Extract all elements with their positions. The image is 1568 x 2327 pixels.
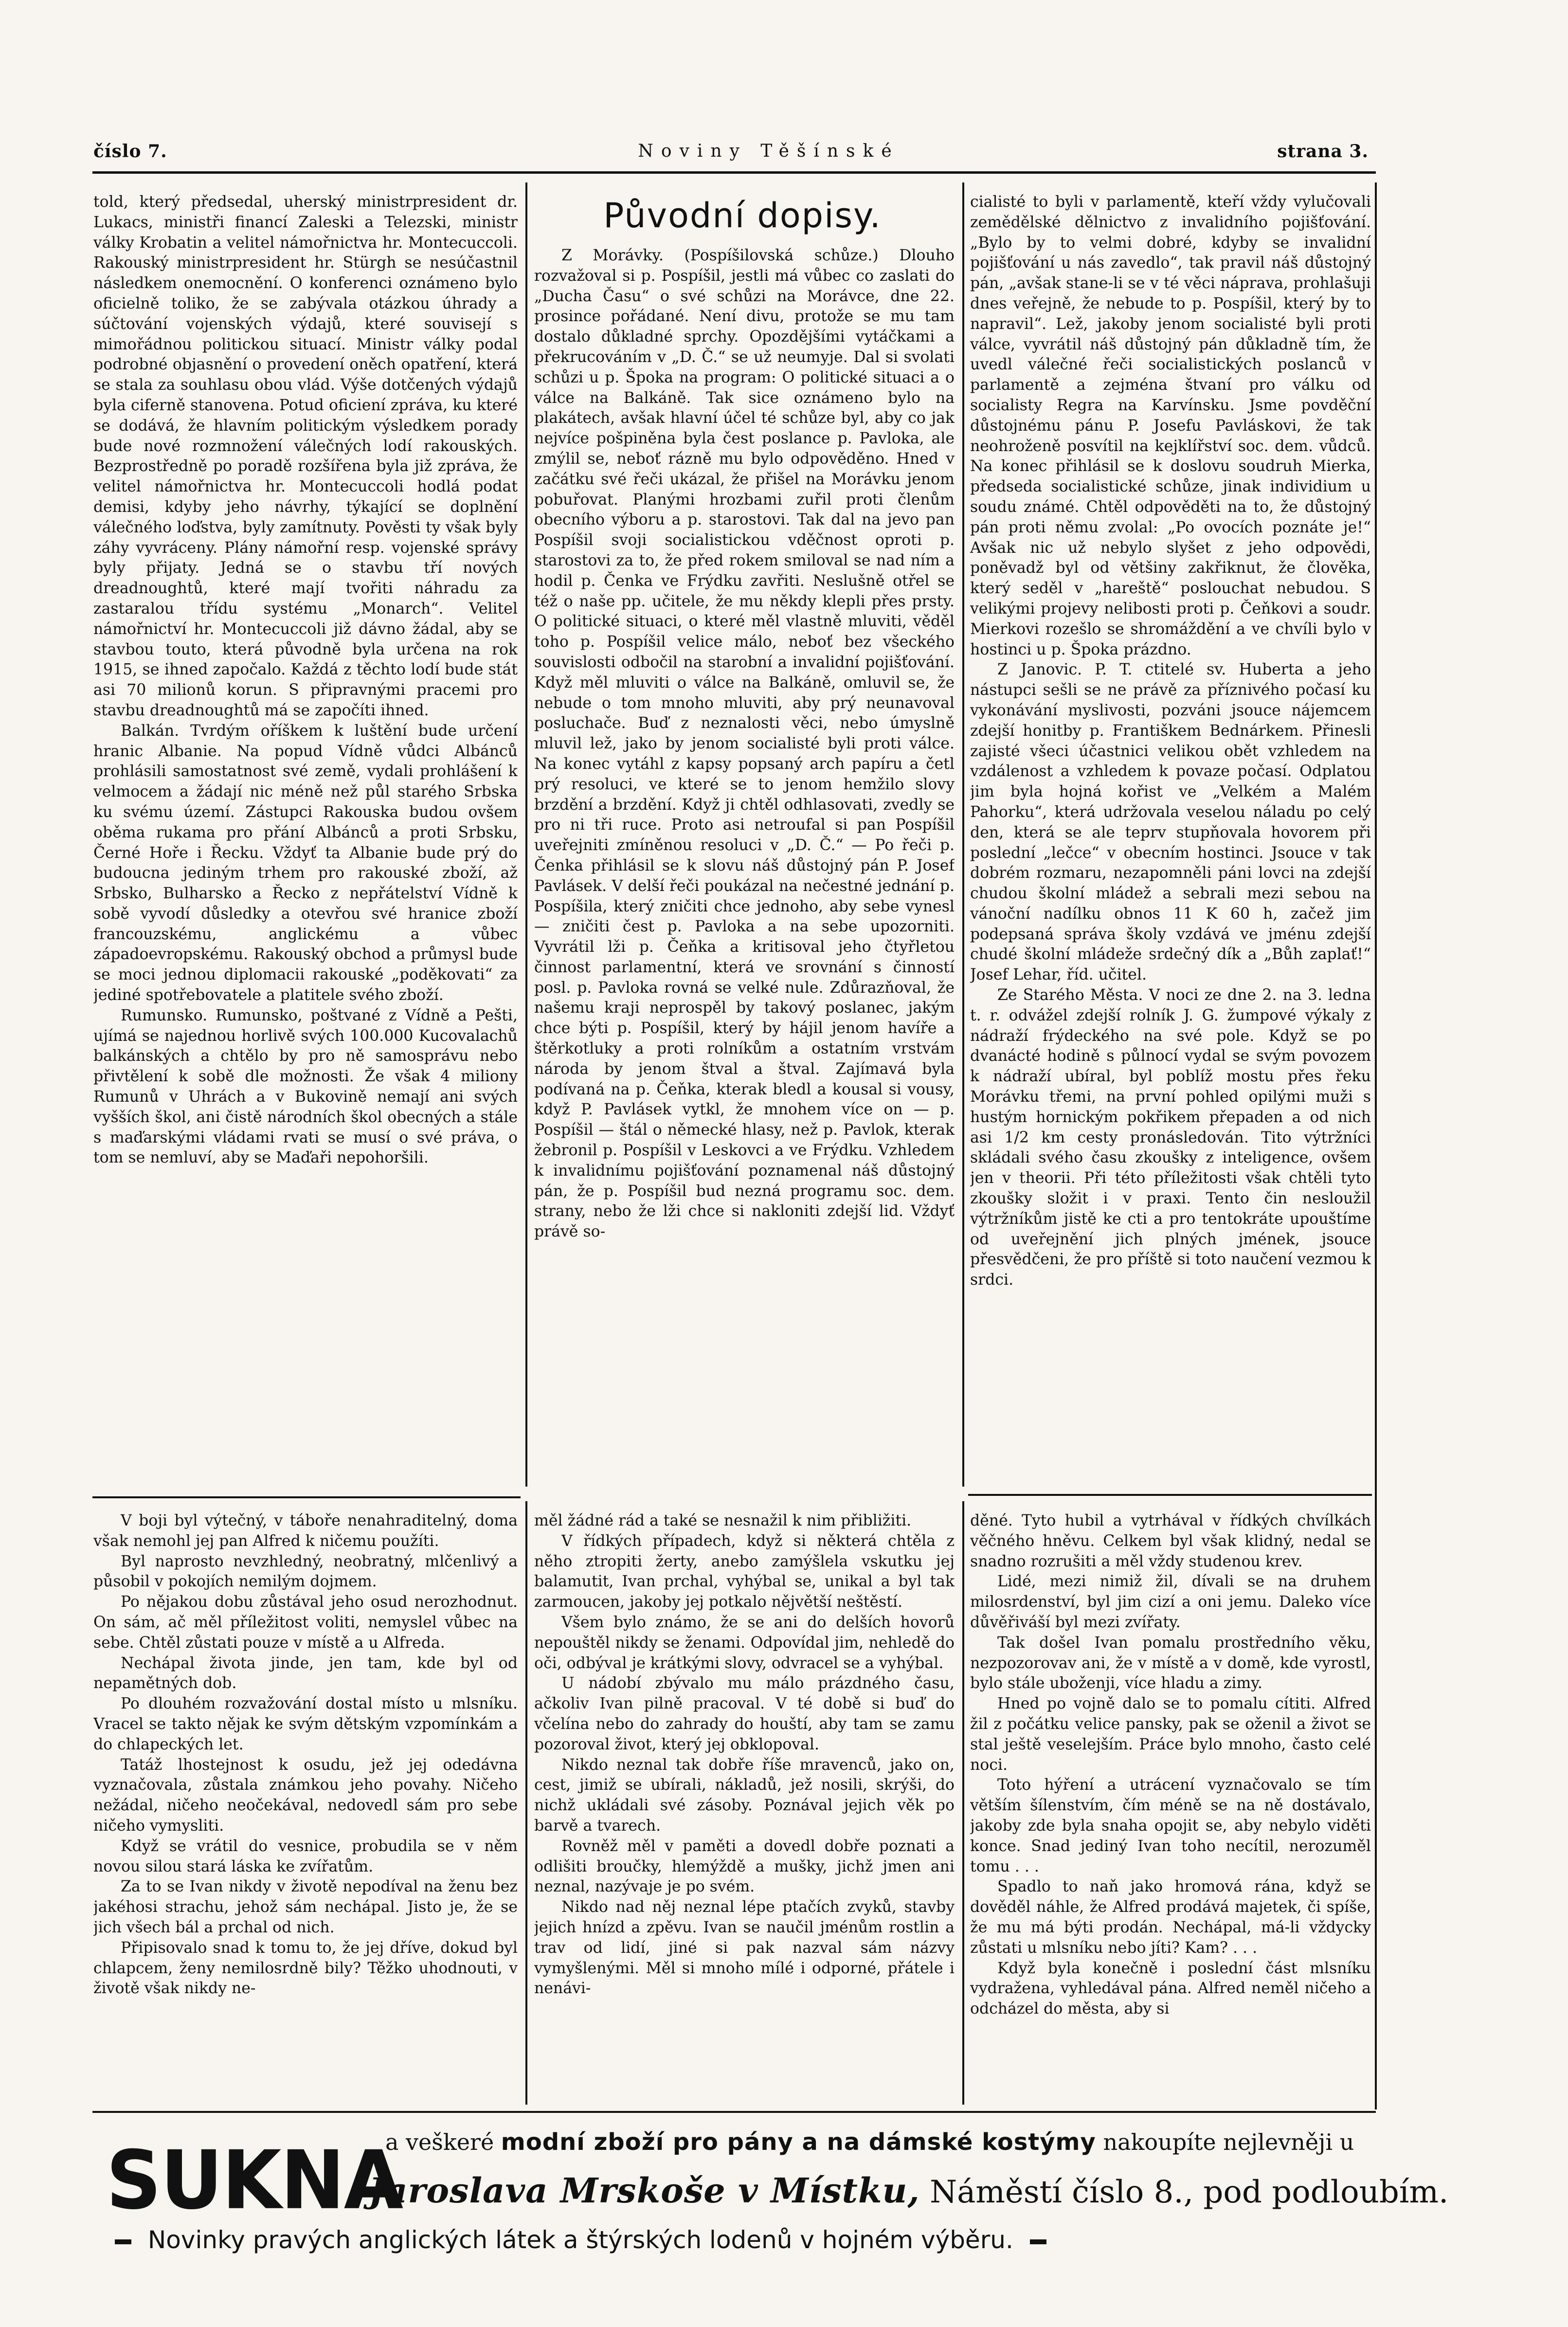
story-column-1 xyxy=(93,1511,518,2102)
ad-line-2 xyxy=(369,2170,1448,2211)
story-paragraph: Za to se Ivan nikdy v životě nepodíval na ženu bez jakéhosi strachu, jehož sám nechápal. Jisto je, že se jich všech bál a prchal od nich. xyxy=(93,1878,518,1936)
letter-stare-mesto: Ze Starého Města. V noci ze dne 2. na 3. ledna t. r. odvážel zdejší rolník J. G. žumpové výkaly z nádraží frýdeckého na své pole. Když se po dvanácté hodině s půlnocí vydal se svým povozem k nádraží ubíral, byl poblíž mostu přes řeku Morávku třemi, na první pohled opilými muži s hustým hornickým pokřikem přepaden a od nich asi 1/2 km cesty pronásledován. Tito výtržníci skládali svého času zkoušky z inteligence, ovšem jen v theorii. Při této příležitosti však chtěli tyto zkoušky složit i v praxi. Tento čin nesloužil výtržníkům jistě ke cti a pro tentokráte upouštíme od uveřejnění jich plných jmének, jsouce přesvědčeni, že pro příště si toto naučení vezmou k srdci. xyxy=(970,986,1371,1289)
ad-line-1 xyxy=(385,2128,1354,2156)
letter-continuation: cialisté to byli v parlamentě, kteří vždy vylučovali zemědělské dělnictvo z invalidního pojišťování. „Bylo by to velmi dobré, kdyby se invalidní pojišťování u nás zavedlo“, tak pravil náš důstojný pán, „avšak stane-li se v té věci náprava, prohlašuji dnes veřejně, že nebude to p. Pospíšil, který by to napravil“. Lež, jakoby jenom socialisté byli proti válce, vyvrátil náš důstojný pán důkladně tím, že uvedl válečné řeči socialistických poslanců v parlamentě a zejména štvaní pro válku od socialisty Regra na Karvínsku. Jsme povděční důstojnému pánu P. Josefu Pavláskovi, že tak neohroženě posvítil na kejklířství soc. dem. vůdců. Na konec přihlásil se k doslovu soudruh Mierka, předseda socialistické schůze, jinak individium u soudu známé. Chtěl odpověděti na to, že důstojný pán proti němu zvolal: „Po ovocích poznáte je!“ Avšak nic už nebylo slyšet z jeho odpovědi, poněvadž byl od většiny zakřiknut, že člověka, který seděl v „hareště“ poslouchat nebudou. S velikými projevy nelibosti proti p. Čeňkovi a soudr. Mierkovi rozešlo se shromáždění a ve chvíli bylo v hostinci u p. Špoka prázdno. xyxy=(970,193,1371,658)
letter-janovice: Z Janovic. P. T. ctitelé sv. Huberta a jeho nástupci sešli se ne právě za příznivého počasí ku vykonávání myslivosti, pozváni jsouce nájemcem zdejší honitby p. Františkem Bednárkem. Přinesli zajisté všeci účastnici velikou obět vzhledem na vzdálenost a vzhledem k povaze počasí. Odplatou jim byla hojná kořist ve „Velkém a Malém Pahorku“, která udržovala veselou náladu po celý den, která se ale teprv stupňovala hovorem při poslední „lečce“ v obecním hostinci. Jsouce v tak dobrém rozmaru, nezapomněli páni lovci na zdejší chudou školní mládež a sebrali mezi sebou na vánoční nadílku obnos 11 K 60 h, začež jim podepsaná správa školy vzdává ve jménu zdejší chudé školní mládeže srdečný dík a „Bůh zaplať!“ Josef Lehar, říd. učitel. xyxy=(970,661,1371,984)
story-paragraph: Když byla konečně i poslední část mlsníku vydražena, vyhledával pána. Alfred neměl ničeho a odcházel do města, aby si xyxy=(970,1959,1371,2018)
story-paragraph: Tatáž lhostejnost k osudu, jež jej odedávna vyznačovala, zůstala známkou jeho povahy. Ničeho nežádal, ničeho neočekával, nedovedl sám pro sebe ničeho vymysliti. xyxy=(93,1756,518,1835)
story-paragraph: Spadlo to naň jako hromová rána, když se dověděl náhle, že Alfred prodává majetek, či spíše, že mu má býti prodán. Nechápal, má-li vždycky zůstati u mlsníku nebo jíti? Kam? . . . xyxy=(970,1878,1371,1957)
column-divider xyxy=(525,1501,527,2105)
column-divider xyxy=(962,1501,964,2105)
page-number: strana 3. xyxy=(1277,141,1369,162)
story-paragraph: Nechápal života jinde, jen tam, kde byl od nepamětných dob. xyxy=(93,1654,518,1692)
ad-address: Náměstí číslo 8., pod podloubím. xyxy=(930,2174,1449,2210)
ad-merchant-name: Jaroslava Mrskoše v Místku, xyxy=(369,2170,920,2211)
story-paragraph: Nikdo neznal tak dobře říše mravenců, jako on, cest, jimiž se ubírali, nákladů, jež nosili, skrýši, do nichž ukládali své zásoby. Poznával jejich věk po barvě a tvarech. xyxy=(534,1756,955,1835)
story-paragraph: děné. Tyto hubil a vytrhával v řídkých chvílkách věčného hněvu. Celkem byl však klidný, nedal se snadno rozrušiti a měl vždy studenou krev. xyxy=(970,1512,1371,1570)
article-paragraph-balkan: Balkán. Tvrdým oříškem k luštění bude určení hranic Albanie. Na popud Vídně vůdci Albánců prohlásili samostatnost své země, vydali prohlášení k velmocem a žádají nic méně než půl starého Srbska ku svému území. Zástupci Rakouska budou ovšem oběma rukama pro přání Albánců a proti Srbsku, Černé Hoře i Řecku. Vždyť ta Albanie bude prý do budoucna jediným trhem pro rakouské zboží, až Srbsko, Bulharsko a Řecko z nepřátelství Vídně k sobě vyvodí důsledky a otevřou své hranice zboží francouzskému, anglickému a vůbec západoevropskému. Rakouský obchod a průmysl bude se moci jednou diplomacii rakouské „poděkovati“ za jediné spotřebovatele a platitele svého zboží. xyxy=(93,722,518,1004)
story-paragraph: Rovněž měl v paměti a dovedl dobře poznati a odlišiti broučky, hlemýždě a mušky, jichž jmen ani neznal, nazývaje je po svém. xyxy=(534,1837,955,1896)
right-border xyxy=(1375,182,1377,2109)
story-paragraph: Když se vrátil do vesnice, probudila se v něm novou silou stará láska ke zvířatům. xyxy=(93,1837,518,1875)
story-column-3 xyxy=(970,1511,1371,2102)
ad-line-1-prefix: a veškeré xyxy=(385,2129,494,2155)
letters-column xyxy=(534,246,955,1482)
story-paragraph: Všem bylo známo, že se ani do delších hovorů nepouštěl nikdy se ženami. Odpovídal jim, nehledě do oči, odbýval je krátkými slovy, odvracel se a vyhýbal. xyxy=(534,1613,955,1672)
issue-number: číslo 7. xyxy=(93,141,167,162)
newspaper-title: Noviny Těšínské xyxy=(638,141,900,161)
story-paragraph: Toto hýření a utrácení vyznačovalo se tím větším šílenstvím, čím méně se na ně dostávalo, jakoby zde byla snaha opojit se, aby nebylo viděti konce. Snad jediný Ivan toho necítil, nerozuměl tomu . . . xyxy=(970,1776,1371,1875)
story-paragraph: měl žádné rád a také se nesnažil k nim přibližiti. xyxy=(534,1512,912,1529)
ad-top-rule xyxy=(92,2111,1376,2113)
letters-continued-column xyxy=(970,192,1371,1482)
ad-line-3 xyxy=(106,2226,1055,2254)
column-divider xyxy=(525,182,527,1487)
ad-line-1-suffix: nakoupíte nejlevněji u xyxy=(1103,2129,1354,2155)
story-paragraph: V boji byl výtečný, v táboře nenahraditelný, doma však nemohl jej pan Alfred k ničemu použíti. xyxy=(93,1512,518,1550)
ornament-bar xyxy=(1030,2239,1046,2244)
article-paragraph: told, který předsedal, uherský ministrpresident dr. Lukacs, ministři financí Zaleski a Telezski, ministr války Krobatin a velitel námořnictva hr. Montecuccoli. Rakouský ministrpresident hr. Stürgh se nesúčastnil následkem onemocnění. O konferenci oznámeno bylo oficielně toliko, že se zabývala otázkou úhrady a súčtování vojenských výdajů, které souvisejí s mimořádnou politickou situací. Ministr války podal podrobné objasnění o provedení oněch opatření, která se stala za souhlasu obou vlád. Výše dotčených výdajů byla ciferně stanovena. Potud oficiení zpráva, ku které se dodává, že hlavním politickým výsledkem porady bude nové rozmnožení válečných lodí rakouských. Bezprostředně po poradě rozšířena byla již zpráva, že velitel námořnictva hr. Montecuccoli hodlá podat demisi, kdyby jeho návrhy, týkající se doplnění válečného loďstva, byly zamítnuty. Pověsti ty však byly záhy vyvráceny. Plány námořní resp. vojenské správy byly přijaty. Jedná se o stavbu tří nových dreadnoughtů, které mají tvořiti náhradu za zastaralou třídu systému „Monarch“. Velitel námořnictví hr. Montecuccoli již dávno žádal, aby se stavbou touto, která původně byla určena na rok 1915, se ihned započalo. Každá z těchto lodí bude stát asi 70 milionů korun. S připravnými pracemi pro stavbu dreadnoughtů má se započíti ihned. xyxy=(93,193,518,719)
article-paragraph-rumunsko: Rumunsko. Rumunsko, poštvané z Vídně a Pešti, ujímá se najednou horlivě svých 100.000 Kucovalachů balkánských a chtělo by pro ně samosprávu nebo přivtělení k sobě dle možnosti. Že však 4 miliony Rumunů v Uhrách a v Bukovině nemají ani svých vyšších škol, ani čistě národních škol obecných a stále s maďarskými vládami rvati se musí o své práva, o tom se nemluví, aby se Maďaři nepohoršili. xyxy=(93,1006,518,1167)
header-rule xyxy=(92,171,1376,174)
story-paragraph: Tak došel Ivan pomalu prostředního věku, nezpozorovav ani, že v místě a v domě, kde vyrostl, bylo stále uboženji, více hladu a zimy. xyxy=(970,1634,1371,1692)
ad-headline: SUKNA xyxy=(106,2133,403,2228)
ad-tagline: Novinky pravých anglických látek a štýrských lodenů v hojném výběru. xyxy=(147,2226,1013,2254)
story-paragraph: U nádobí zbývalo mu málo prázdného času, ačkoliv Ivan pilně pracoval. V té době si buď do včelína nebo do zahrady do houští, aby tam se zamu pozoroval život, který jej obklopoval. xyxy=(534,1674,955,1753)
politics-column xyxy=(93,192,518,1477)
section-divider xyxy=(968,1494,1372,1496)
ornament-bar xyxy=(115,2239,131,2244)
letter-morávka: Z Morávky. (Pospíšilovská schůze.) Dlouho rozvažoval si p. Pospíšil, jestli má vůbec co zaslati do „Ducha Času“ o své schůzi na Morávce, dne 22. prosince pořádané. Není divu, protože se mu tam dostalo důkladné sprchy. Opozdějšími vytáčkami a překrucováním v „D. Č.“ se už neumyje. Dal si svolati schůzi u p. Špoka na program: O politické situaci a o válce na Balkáně. Tak sice oznámeno bylo na plakátech, avšak hlavní účel té schůze byl, aby co jak nejvíce pošpiněna byla čest poslance p. Pavloka, ale zmýlil se, neboť rázně mu bylo odpověděno. Hned v začátku své řeči ukázal, že přišel na Morávku jenom pobuřovat. Planými hrozbami zuřil proti členům obecního výboru a p. starostovi. Tak dal na jevo pan Pospíšil svoji socialistickou vděčnost oproti p. starostovi za to, že před rokem smiloval se nad ním a hodil p. Čenka ve Frýdku zavřiti. Neslušně otřel se též o naše pp. učitele, že mu někdy klepli přes prsty. O politické situaci, o které měl vlastně mluviti, věděl toho p. Pospíšil velice málo, neboť bez všeckého souvislosti odbočil na starobní a invalidní pojišťování. Když měl mluviti o válce na Balkáně, omluvil se, že nebude o tom mnoho mluviti, aby prý neunavoval posluchače. Buď z neznalosti věci, nebo úmyslně mluvil lež, jako by jenom socialisté byli proti válce. Na konec vytáhl z kapsy popsaný arch papíru a četl prý resoluci, ve které se to jenom hemžilo slovy brzdění a brzdění. Když ji chtěl odhlasovati, zvedly se pro ni tři ruce. Proto asi netroufal si pan Pospíšil uveřejniti zmíněnou resoluci v „D. Č.“ — Po řeči p. Čenka přihlásil se k slovu náš důstojný pán P. Josef Pavlásek. V delší řeči poukázal na nečestné jednání p. Pospíšila, který zničiti chce jednoho, aby sebe vynesl — zničiti čest p. Pavloka a na sebe upozorniti. Vyvrátil lži p. Čeňka a kritisoval jeho čtyřletou činnost parlamentní, která ve srovnání s činností posl. p. Pavloka rovná se velké nule. Zdůrazňoval, že našemu kraji neprospěl by takový poslanec, jakým chce býti p. Pospíšil, který by hájil jenom havíře a štěrkotluky a proti rolníkům a ostatním vrstvám národa by jenom štval a štval. Zajímavá byla podívaná na p. Čeňka, kterak bledl a kousal si vousy, když P. Pavlásek vytkl, že mnohem více on — p. Pospíšil — štál o německé hlasy, než p. Pavlok, kterak žebronil p. Pospíšil v Leskovci a ve Frýdku. Vzhledem k invalidnímu pojišťování poznamenal náš důstojný pán, že p. Pospíšil bud nezná programu soc. dem. strany, nebo že lži chce si nakloniti zdejší lid. Vždyť právě so- xyxy=(534,247,955,1241)
story-paragraph: Lidé, mezi nimiž žil, dívali se na druhem milosrdenství, byl jim cizí a oni jemu. Daleko více důvěřiváší byl mezi zvířaty. xyxy=(970,1573,1371,1631)
story-paragraph: Po nějakou dobu zůstával jeho osud nerozhodnut. On sám, ač měl příležitost voliti, nemyslel vůbec na sebe. Chtěl zůstati pouze v místě a u Alfreda. xyxy=(93,1593,518,1652)
section-title: Původní dopisy. xyxy=(603,196,882,236)
column-divider xyxy=(962,182,964,1487)
story-paragraph: V řídkých případech, když si některá chtěla z něho ztropiti žerty, anebo zamýšlela vskutku jej balamutit, Ivan prchal, vyhýbal se, unikal a byl tak zarmoucen, jakoby jej potkalo nějvětší neštěstí. xyxy=(534,1532,955,1611)
story-paragraph: Po dlouhém rozvažování dostal místo u mlsníku. Vracel se takto nějak ke svým dětským vzpomínkám a do chlapeckých let. xyxy=(93,1695,518,1753)
story-paragraph: Hned po vojně dalo se to pomalu cítiti. Alfred žil z počátku velice pansky, pak se oženil a život se stal ještě veselejším. Práce bylo mnoho, často celé noci. xyxy=(970,1695,1371,1774)
story-paragraph: Připisovalo snad k tomu to, že jej dříve, dokud byl chlapcem, ženy nemilosrdně bily? Těžko uhodnouti, v životě však nikdy ne- xyxy=(93,1939,518,1998)
story-column-2 xyxy=(534,1511,955,2102)
section-divider xyxy=(92,1496,521,1498)
advertisement xyxy=(92,2122,1449,2297)
story-paragraph: Byl naprosto nevzhledný, neobratný, mlčenlivý a působil v pokojích nemilým dojmem. xyxy=(93,1552,518,1591)
story-paragraph: Nikdo nad něj neznal lépe ptačích zvyků, stavby jejich hnízd a zpěvu. Ivan se naučil jménům rostlin a trav od lidí, jiné si pak nazval sám názvy vymyšlenými. Měl si mnoho mílé i odporné, přátele i nenávi- xyxy=(534,1898,955,1998)
ad-line-1-bold: modní zboží pro pány a na dámské kostýmy xyxy=(501,2128,1096,2156)
